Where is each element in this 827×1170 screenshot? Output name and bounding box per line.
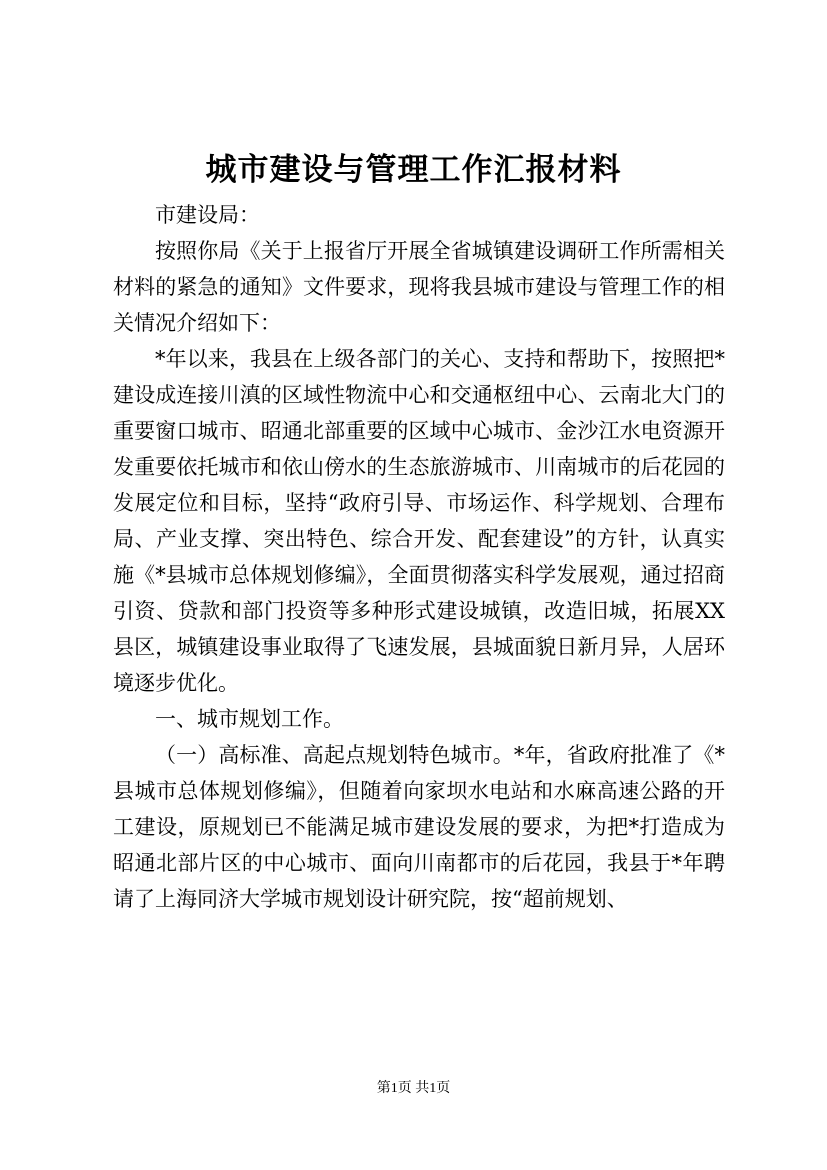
section-heading-planning: 一、城市规划工作。 (155, 707, 344, 731)
paragraph-intro: 按照你局《关于上报省厅开展全省城镇建设调研工作所需相关材料的紧急的通知》文件要求，现将我县城市建设与管理工作的相关情况介绍如下： (113, 239, 725, 335)
addressee-line: 市建设局： (155, 203, 260, 227)
document-body (113, 197, 725, 917)
paragraph-overview: *年以来，我县在上级各部门的关心、支持和帮助下，按照把*建设成连接川滇的区域性物流中心和交通枢纽中心、云南北大门的重要窗口城市、昭通北部重要的区域中心城市、金沙江水电资源开发重要依托城市和依山傍水的生态旅游城市、川南城市的后花园的发展定位和目标，坚持“政府引导、市场运作、科学规划、合理布局、产业支撑、突出特色、综合开发、配套建设”的方针，认真实施《*县城市总体规划修编》，全面贯彻落实科学发展观，通过招商引资、贷款和部门投资等多种形式建设城镇，改造旧城，拓展XX县区，城镇建设事业取得了飞速发展，县城面貌日新月异，人居环境逐步优化。 (113, 347, 725, 695)
paragraph-planning: （一）高标准、高起点规划特色城市。*年，省政府批准了《*县城市总体规划修编》，但随着向家坝水电站和水麻高速公路的开工建设，原规划已不能满足城市建设发展的要求，为把*打造成为昭通北部片区的中心城市、面向川南都市的后花园，我县于*年聘请了上海同济大学城市规划设计研究院，按“超前规划、 (113, 743, 725, 911)
document-title: 城市建设与管理工作汇报材料 (205, 152, 622, 188)
page-number-footer: 第1页 共1页 (376, 1081, 451, 1096)
